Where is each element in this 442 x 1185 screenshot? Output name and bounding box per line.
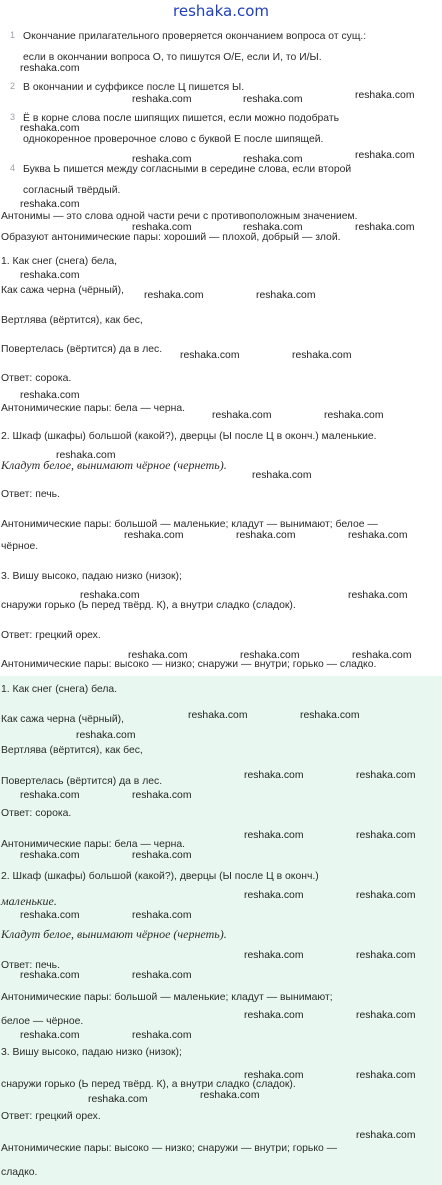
- rule-text: Окончание прилагательного проверяется окончанием вопроса от сущ.:: [23, 31, 367, 42]
- riddle-3-answer: Ответ: грецкий орех.: [1, 630, 101, 641]
- riddle-2-line-1: [1, 430, 377, 443]
- watermark: reshaka.com: [20, 970, 80, 981]
- watermark: reshaka.com: [256, 290, 316, 301]
- rule-text: Буква Ь пишется между согласными в середине слова, если второй: [23, 164, 352, 175]
- watermark: reshaka.com: [240, 650, 300, 661]
- rule-number: 1: [10, 30, 16, 40]
- antonym-definition: Антонимы — это слова одной части речи с противоположным значением.: [1, 211, 358, 222]
- watermark: reshaka.com: [200, 1090, 260, 1101]
- solution-1-line-4: Повертелась (вёртится) да в лес.: [1, 776, 163, 787]
- watermark: reshaka.com: [244, 770, 304, 781]
- watermark: reshaka.com: [243, 94, 303, 105]
- watermark: reshaka.com: [356, 1070, 416, 1081]
- solution-2-line-1b: маленькие.: [1, 894, 57, 908]
- rule-text-cont: если в окончании вопроса О, то пишутся О/Е, если И, то И/Ы.: [23, 52, 322, 63]
- watermark: reshaka.com: [20, 850, 80, 861]
- riddle-2-pairs: Антонимические пары: большой — маленькие; кладут — вынимают; белое —: [1, 519, 378, 530]
- watermark: reshaka.com: [20, 270, 80, 281]
- riddle-3-line-1: 3. Вишу высоко, падаю низко (низок);: [1, 571, 182, 582]
- watermark: reshaka.com: [244, 1070, 304, 1081]
- watermark: reshaka.com: [124, 530, 184, 541]
- watermark: reshaka.com: [355, 150, 415, 161]
- rule-number: 4: [10, 163, 16, 173]
- watermark: reshaka.com: [356, 830, 416, 841]
- watermark: reshaka.com: [132, 1030, 192, 1041]
- solution-2-text: 2. Шкаф (шкафы) большой (какой?), дверцы: [1, 871, 217, 882]
- solution-2-pairs-cont: белое — чёрное.: [1, 1016, 84, 1027]
- site-logo[interactable]: reshaka.com: [173, 2, 269, 20]
- solution-2-rule: (Ы после Ц в оконч.): [219, 871, 319, 882]
- watermark: reshaka.com: [244, 890, 304, 901]
- solution-2-answer: Ответ: печь.: [1, 960, 60, 971]
- solution-3-pairs: Антонимические пары: высоко — низко; снаружи — внутри; горько —: [1, 1143, 338, 1154]
- watermark: reshaka.com: [132, 910, 192, 921]
- rule-text-cont: согласный твёрдый.: [23, 185, 121, 196]
- rule-number: 3: [10, 112, 16, 122]
- watermark: reshaka.com: [243, 222, 303, 233]
- watermark: reshaka.com: [300, 710, 360, 721]
- riddle-2-answer: Ответ: печь.: [1, 489, 60, 500]
- rule-text: Ё в корне слова после шипящих пишется, если можно подобрать: [23, 113, 340, 124]
- riddle-1-line-1: 1. Как снег (снега) бела,: [1, 256, 118, 267]
- riddle-1-line-4: Повертелась (вёртится) да в лес.: [1, 344, 163, 355]
- riddle-1-answer: Ответ: сорока.: [1, 373, 72, 384]
- watermark: reshaka.com: [355, 90, 415, 101]
- watermark: reshaka.com: [20, 390, 80, 401]
- watermark: reshaka.com: [20, 790, 80, 801]
- watermark: reshaka.com: [132, 850, 192, 861]
- solution-1-pairs: Антонимические пары: бела — черна.: [1, 839, 186, 850]
- watermark: reshaka.com: [132, 790, 192, 801]
- watermark: reshaka.com: [244, 830, 304, 841]
- solution-3-line-1: 3. Вишу высоко, падаю низко (низок);: [1, 1047, 182, 1058]
- rule-number: 2: [10, 81, 16, 91]
- riddle-1-pairs: Антонимические пары: бела — черна.: [1, 403, 186, 414]
- riddle-2-pairs-cont: чёрное.: [1, 541, 39, 552]
- watermark: reshaka.com: [88, 1094, 148, 1105]
- watermark: reshaka.com: [243, 154, 303, 165]
- solution-1-line-2: Как сажа черна (чёрный),: [1, 714, 125, 725]
- watermark: reshaka.com: [356, 1130, 416, 1141]
- watermark: reshaka.com: [132, 94, 192, 105]
- watermark: reshaka.com: [356, 1010, 416, 1021]
- watermark: reshaka.com: [132, 222, 192, 233]
- watermark: reshaka.com: [252, 470, 312, 481]
- watermark: reshaka.com: [20, 63, 80, 74]
- solution-3-pairs-cont: сладко.: [1, 1167, 38, 1178]
- solution-3-line-2: снаружи горько (Ь перед твёрд. К), а внутри сладко (сладок).: [1, 1079, 296, 1090]
- watermark: reshaka.com: [80, 590, 140, 601]
- solution-1-line-1: 1. Как снег (снега) бела.: [1, 684, 118, 695]
- rule-text: В окончании и суффиксе после Ц пишется Ы.: [23, 82, 245, 93]
- watermark: reshaka.com: [355, 222, 415, 233]
- watermark: reshaka.com: [352, 650, 412, 661]
- riddle-3-line-2: снаружи горько (Ь перед твёрд. К), а внутри сладко (сладок).: [1, 600, 296, 611]
- watermark: reshaka.com: [356, 950, 416, 961]
- watermark: reshaka.com: [20, 1030, 80, 1041]
- riddle-2-text: 2. Шкаф (шкафы) большой (какой?), дверцы: [1, 431, 217, 442]
- watermark: reshaka.com: [244, 1010, 304, 1021]
- watermark: reshaka.com: [20, 910, 80, 921]
- solution-2-line-2: Кладут белое, вынимают чёрное (чернеть).: [1, 927, 227, 941]
- watermark: reshaka.com: [20, 123, 80, 134]
- watermark: reshaka.com: [356, 890, 416, 901]
- solution-2-line-1: [1, 870, 319, 883]
- watermark: reshaka.com: [76, 730, 136, 741]
- watermark: reshaka.com: [144, 290, 204, 301]
- riddle-3-pairs: Антонимические пары: высоко — низко; снаружи — внутри; горько — сладко.: [1, 659, 377, 670]
- watermark: reshaka.com: [132, 154, 192, 165]
- riddle-1-line-3: Вертлява (вёртится), как бес,: [1, 315, 143, 326]
- solution-1-line-3: Вертлява (вёртится), как бес,: [1, 745, 143, 756]
- watermark: reshaka.com: [128, 650, 188, 661]
- riddle-2-line-2: Кладут белое, вынимают чёрное (чернеть).: [1, 458, 227, 472]
- watermark: reshaka.com: [356, 770, 416, 781]
- watermark: reshaka.com: [180, 350, 240, 361]
- watermark: reshaka.com: [348, 530, 408, 541]
- solution-3-answer: Ответ: грецкий орех.: [1, 1111, 101, 1122]
- antonym-examples: Образуют антонимические пары: хороший — плохой, добрый — злой.: [1, 232, 341, 243]
- watermark: reshaka.com: [132, 970, 192, 981]
- riddle-2-rule: (Ы после Ц в оконч.) маленькие.: [219, 431, 377, 442]
- watermark: reshaka.com: [324, 410, 384, 421]
- watermark: reshaka.com: [292, 350, 352, 361]
- watermark: reshaka.com: [244, 950, 304, 961]
- rule-text-cont: однокоренное проверочное слово с буквой Е после шипящей.: [23, 134, 324, 145]
- riddle-1-line-2: Как сажа черна (чёрный),: [1, 285, 125, 296]
- watermark: reshaka.com: [212, 410, 272, 421]
- watermark: reshaka.com: [236, 530, 296, 541]
- watermark: reshaka.com: [188, 710, 248, 721]
- watermark: reshaka.com: [348, 590, 408, 601]
- watermark: reshaka.com: [20, 199, 80, 210]
- solution-1-answer: Ответ: сорока.: [1, 808, 72, 819]
- solution-2-pairs: Антонимические пары: большой — маленькие; кладут — вынимают;: [1, 992, 333, 1003]
- watermark: reshaka.com: [56, 450, 116, 461]
